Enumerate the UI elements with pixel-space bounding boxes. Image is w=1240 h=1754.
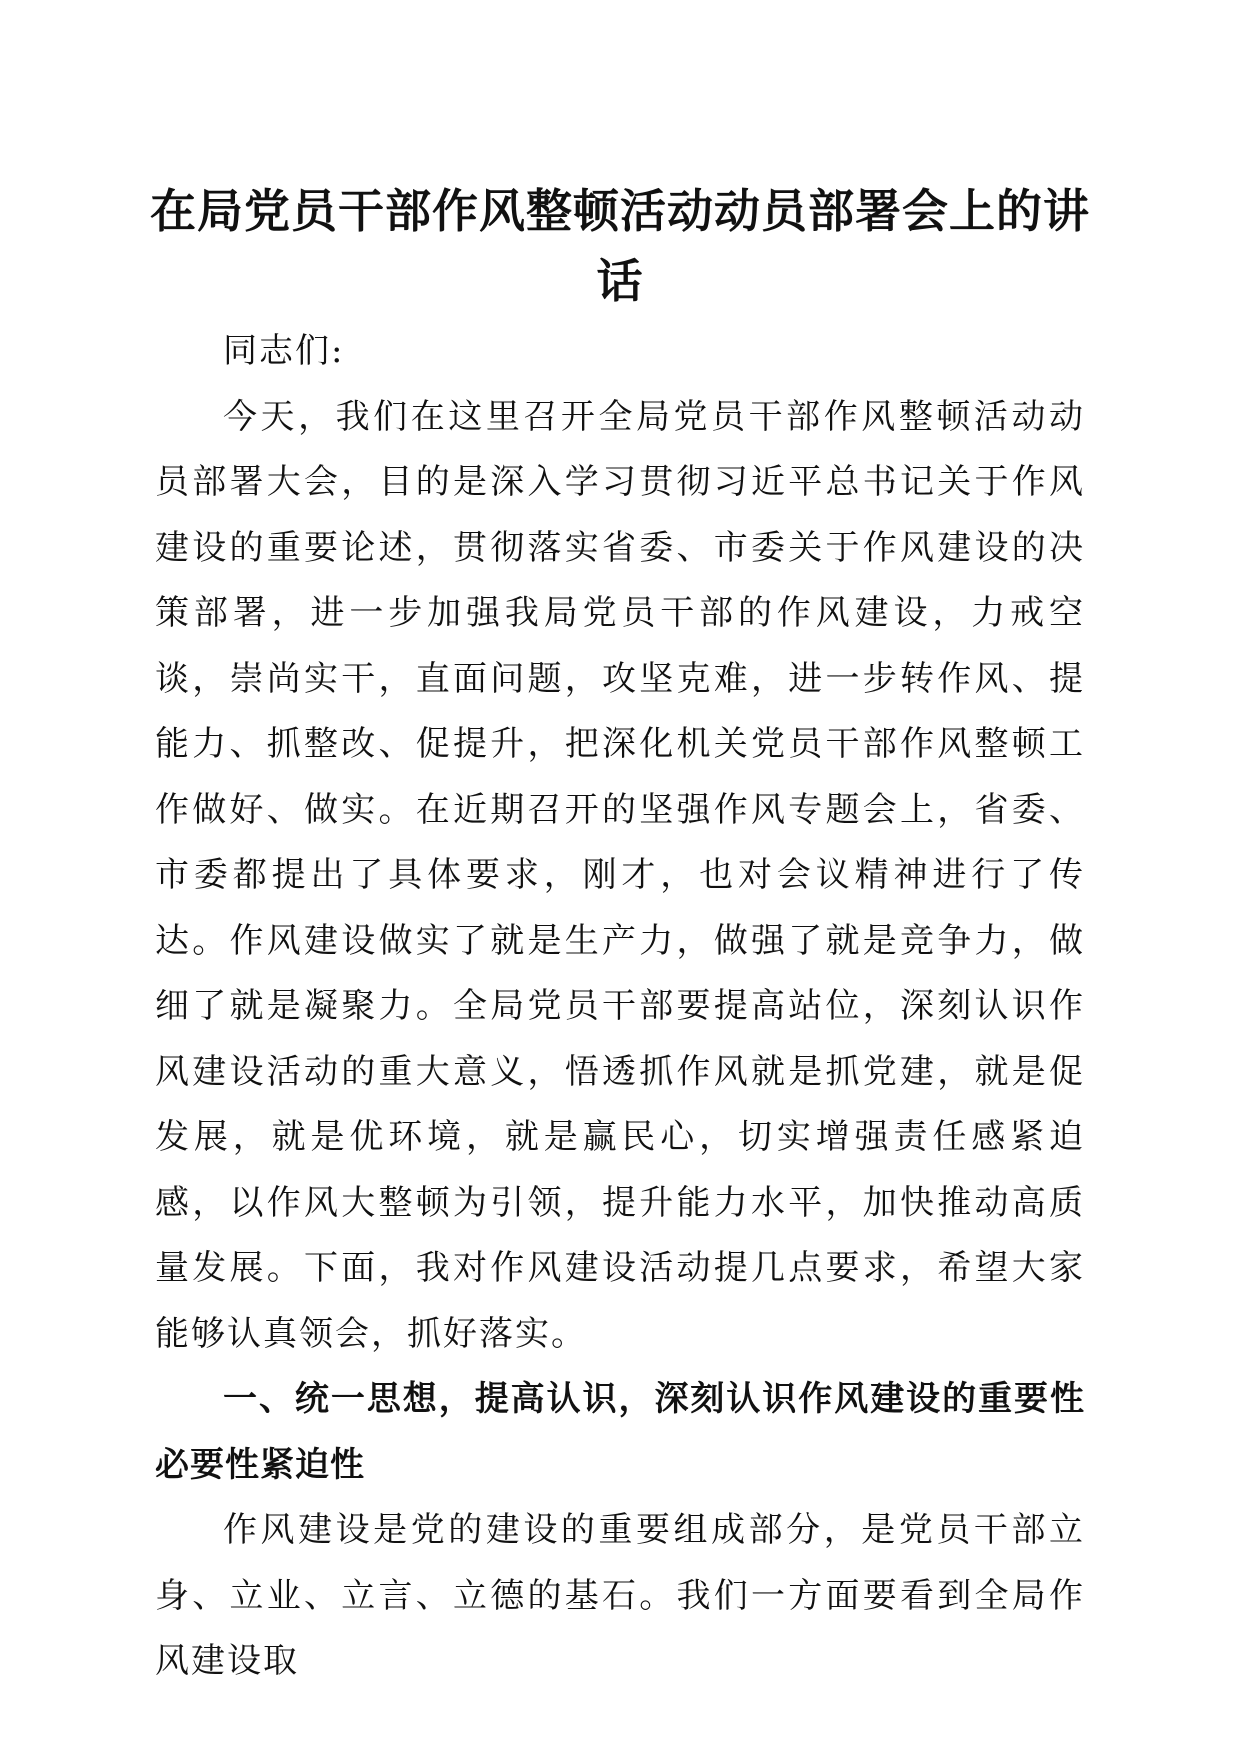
paragraph-section-1: 作风建设是党的建设的重要组成部分，是党员干部立身、立业、立言、立德的基石。我们一方面要看到全局作风建设取: [155, 1510, 1085, 1681]
section-heading-1: 一、统一思想，提高认识，深刻认识作风建设的重要性必要性紧迫性: [155, 1379, 1085, 1485]
document-title: 在局党员干部作风整顿活动动员部署会上的讲话: [150, 184, 1090, 308]
paragraph-intro: 今天，我们在这里召开全局党员干部作风整顿活动动员部署大会，目的是深入学习贯彻习近平总书记关于作风建设的重要论述，贯彻落实省委、市委关于作风建设的决策部署，进一步加强我局党员干部的作风建设，力戒空谈，崇尚实干，直面问题，攻坚克难，进一步转作风、提能力、抓整改、促提升，把深化机关党员干部作风整顿工作做好、做实。在近期召开的坚强作风专题会上，省委、市委都提出了具体要求，刚才，也对会议精神进行了传达。作风建设做实了就是生产力，做强了就是竞争力，做细了就是凝聚力。全局党员干部要提高站位，深刻认识作风建设活动的重大意义，悟透抓作风就是抓党建，就是促发展，就是优环境，就是赢民心，切实增强责任感紧迫感，以作风大整顿为引领，提升能力水平，加快推动高质量发展。下面，我对作风建设活动提几点要求，希望大家能够认真领会，抓好落实。: [155, 396, 1085, 1354]
document-body: [155, 319, 1085, 1695]
salutation: 同志们:: [223, 331, 345, 371]
